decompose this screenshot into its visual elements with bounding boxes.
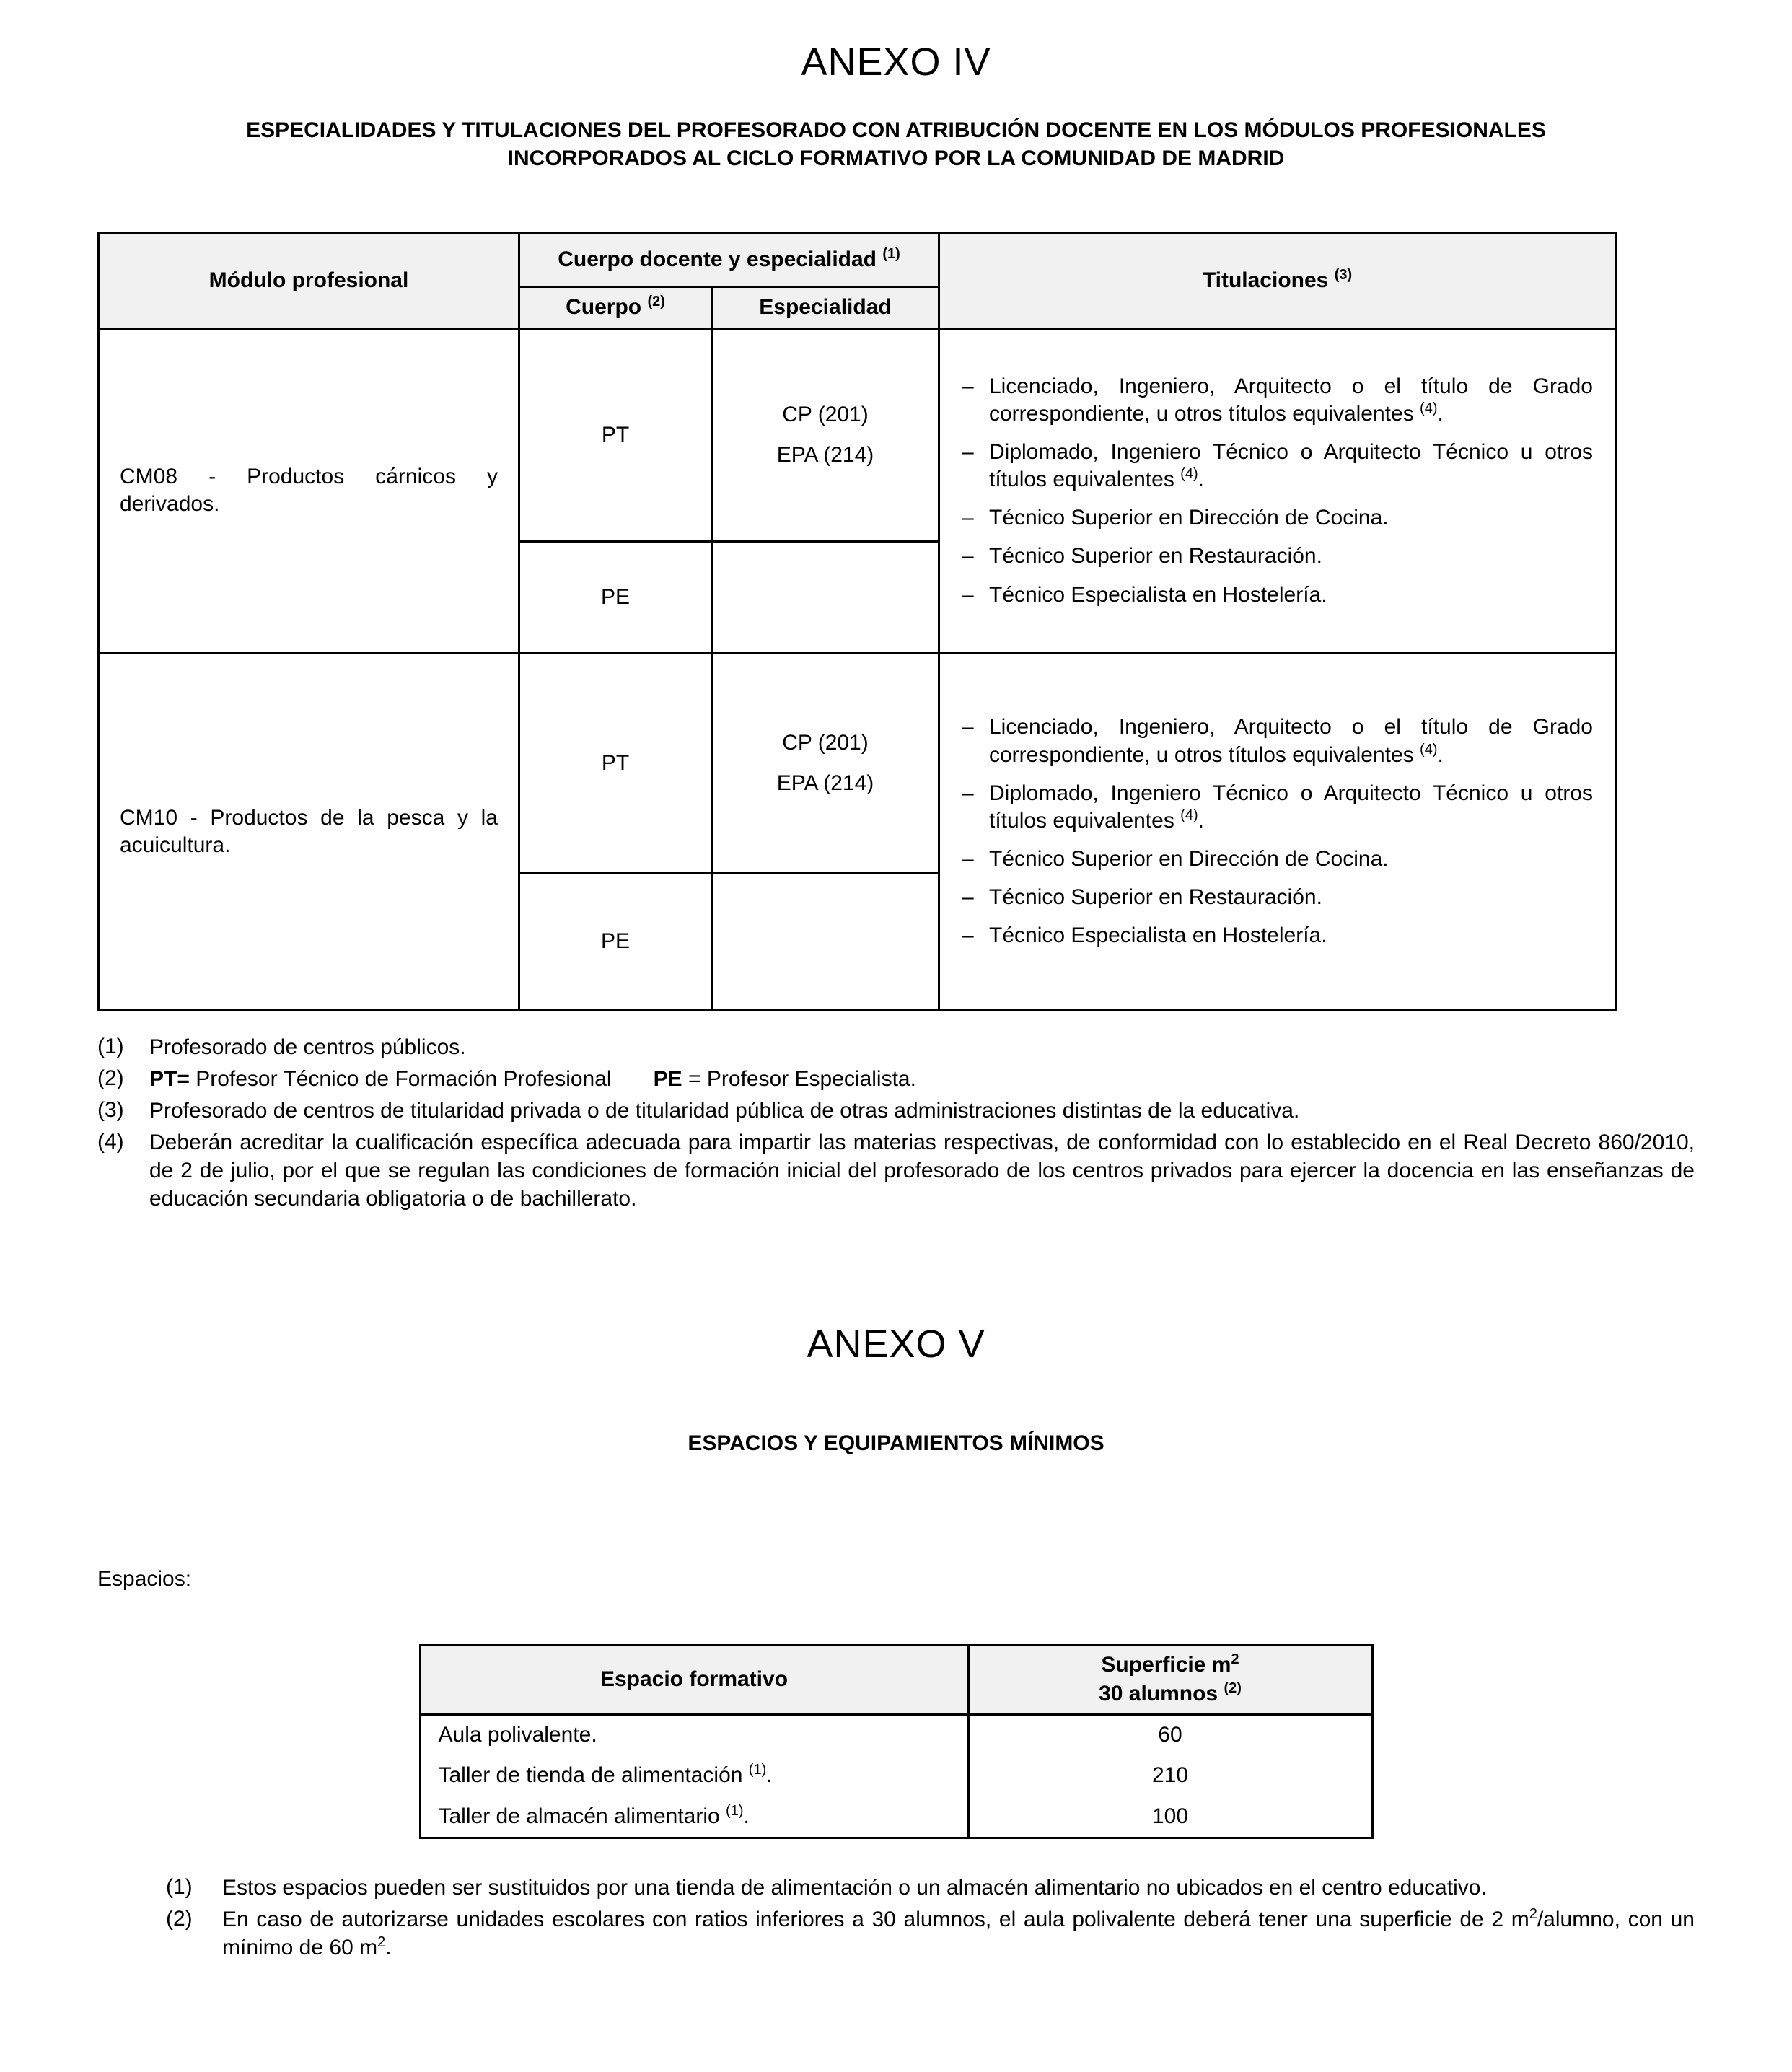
dash-bullet: – <box>962 715 974 739</box>
footnote-number: (1) <box>166 1874 193 1899</box>
superficie-cell: 60 <box>968 1714 1372 1755</box>
dash-bullet: – <box>962 582 974 607</box>
titulacion-item <box>962 373 1593 428</box>
header-row-1 <box>99 233 1616 286</box>
anexo-iv-subtitle-line2: INCORPORADOS AL CICLO FORMATIVO POR LA COMUNIDAD DE MADRID <box>507 146 1285 171</box>
espacios-row-almacen <box>420 1796 1372 1838</box>
titulaciones-cell-cm10 <box>939 653 1616 1010</box>
col-header-cuerpo-text: Cuerpo <box>566 295 642 320</box>
titulacion-text: Técnico Superior en Restauración. <box>989 884 1322 909</box>
especialidad-cp: CP (201) <box>782 403 869 427</box>
footnote-ref-4: (4) <box>1420 400 1438 417</box>
anexo-v-subtitle: ESPACIOS Y EQUIPAMIENTOS MÍNIMOS <box>688 1431 1104 1456</box>
superscript-2: 2 <box>1231 1651 1239 1667</box>
pe-abbrev: PE <box>653 1066 682 1091</box>
especialidad-cell-cm08-pt <box>712 328 939 541</box>
superficie-line2: 30 alumnos $^{(2)}$ <box>1099 1680 1242 1706</box>
col-header-titulaciones-text: Titulaciones <box>1202 268 1329 293</box>
anexo-v-footnotes <box>97 1874 1695 1962</box>
espacios-header-row <box>420 1645 1372 1714</box>
footnote-ref-1: (1) <box>882 246 900 263</box>
anexo-iv-subtitle <box>97 116 1695 173</box>
espacios-label: Espacios: <box>97 1567 192 1592</box>
footnote-ref-3: (3) <box>1334 267 1353 284</box>
cuerpo-cell-cm08-pt: PT <box>519 328 712 541</box>
anexo-iv-footnotes <box>97 1033 1695 1213</box>
superscript-2: 2 <box>377 1933 386 1950</box>
cuerpo-cell-cm08-pe: PE <box>519 541 712 653</box>
footnote-1 <box>166 1874 1695 1902</box>
titulacion-item <box>962 780 1593 835</box>
titulaciones-cell-cm08 <box>939 328 1616 653</box>
dash-bullet: – <box>962 440 974 465</box>
col-header-especialidad: Especialidad <box>712 286 939 328</box>
cuerpo-cell-cm10-pe: PE <box>519 873 712 1010</box>
footnote-4 <box>97 1128 1695 1213</box>
footnote-ref-2: (2) <box>647 294 665 310</box>
especialidad-epa: EPA (214) <box>776 442 874 467</box>
dash-bullet: – <box>962 374 974 398</box>
col-header-titulaciones <box>939 233 1616 328</box>
col-header-superficie <box>968 1645 1372 1714</box>
titulacion-item <box>962 581 1593 609</box>
titulacion-text: Técnico Superior en Restauración. <box>989 544 1322 569</box>
espacio-cell: Aula polivalente. <box>420 1714 968 1755</box>
titulacion-item <box>962 846 1593 873</box>
especialidad-cp: CP (201) <box>782 731 869 755</box>
footnote-number: (3) <box>97 1097 124 1122</box>
especialidad-cell-cm10-pt <box>712 653 939 873</box>
espacios-row-aula <box>420 1714 1372 1755</box>
dash-bullet: – <box>962 544 974 569</box>
table-row-cm08-pt <box>99 328 1616 541</box>
superficie-cell: 100 <box>968 1796 1372 1838</box>
dash-bullet: – <box>962 846 974 871</box>
cuerpo-cell-cm10-pt: PT <box>519 653 712 873</box>
espacios-table <box>419 1644 1374 1839</box>
col-header-cuerpo-docente-text: Cuerpo docente y especialidad <box>558 247 877 272</box>
dash-bullet: – <box>962 781 974 805</box>
superficie-line1: Superficie $m^2$ <box>1101 1651 1239 1677</box>
footnote-ref-4: (4) <box>1180 466 1198 483</box>
footnote-3 <box>97 1097 1695 1125</box>
espacio-cell: Taller de almacén alimentario $^{(1)}$. <box>420 1796 968 1838</box>
superficie-cell: 210 <box>968 1755 1372 1796</box>
espacios-row-tienda <box>420 1755 1372 1796</box>
footnote-text: Deberán acreditar la cualificación específica adecuada para impartir las materias respectivas, de conformidad con lo establecido en el Real Decreto 860/2010, de 2 de julio, por el que se regulan las condiciones de formación inicial del profesorado de los centros privados para ejercer la docencia en las enseñanzas de educación secundaria obligatoria o de bachillerato. <box>149 1130 1695 1211</box>
anexo-iv-subtitle-line1: ESPECIALIDADES Y TITULACIONES DEL PROFESORADO CON ATRIBUCIÓN DOCENTE EN LOS MÓDULOS PROFESIONALES <box>246 118 1546 142</box>
footnote-2 <box>97 1065 1695 1093</box>
footnote-text: En caso de autorizarse unidades escolares con ratios inferiores a 30 alumnos, el aula polivalente deberá tener una superficie de 2 $m^2$/alumno, con un mínimo de 60 $m^2$. <box>222 1905 1695 1959</box>
anexo-iv-title: ANEXO IV <box>801 40 991 84</box>
titulacion-item <box>962 543 1593 570</box>
col-header-espacio-formativo: Espacio formativo <box>420 1645 968 1714</box>
footnote-ref-1: (1) <box>726 1802 744 1819</box>
titulacion-text: Diplomado, Ingeniero Técnico o Arquitecto Técnico u otros títulos equivalentes $^{(4)}$. <box>989 781 1593 833</box>
titulacion-text: Técnico Especialista en Hostelería. <box>989 582 1327 607</box>
col-header-cuerpo-docente <box>519 233 939 286</box>
footnote-number: (4) <box>97 1129 124 1154</box>
footnote-ref-2: (2) <box>1224 1680 1242 1697</box>
titulacion-item <box>962 504 1593 532</box>
superscript-2: 2 <box>1529 1905 1537 1922</box>
especialidad-cell-cm10-pe <box>712 873 939 1010</box>
footnote-ref-4: (4) <box>1420 741 1438 758</box>
especialidad-epa: EPA (214) <box>776 771 874 795</box>
titulacion-item <box>962 439 1593 493</box>
titulacion-text: Licenciado, Ingeniero, Arquitecto o el título de Grado correspondiente, u otros títulos equivalentes $^{(4)}$. <box>989 715 1593 767</box>
footnote-text: Profesorado de centros públicos. <box>149 1035 466 1059</box>
titulacion-text: Técnico Especialista en Hostelería. <box>989 923 1327 947</box>
titulacion-text: Técnico Superior en Dirección de Cocina. <box>989 506 1389 530</box>
table-row-cm10-pt <box>99 653 1616 873</box>
footnote-1 <box>97 1033 1695 1061</box>
titulacion-text: Diplomado, Ingeniero Técnico o Arquitecto Técnico u otros títulos equivalentes $^{(4)}$. <box>989 440 1593 492</box>
titulacion-item <box>962 714 1593 768</box>
espacio-cell: Taller de tienda de alimentación $^{(1)}$. <box>420 1755 968 1796</box>
anexo-v-title: ANEXO V <box>807 1322 985 1366</box>
titulacion-text: Técnico Superior en Dirección de Cocina. <box>989 846 1389 871</box>
especialidad-cell-cm08-pe <box>712 541 939 653</box>
pt-abbrev: PT= <box>149 1066 190 1091</box>
col-header-modulo-profesional: Módulo profesional <box>99 233 519 328</box>
footnote-2 <box>166 1905 1695 1962</box>
footnote-ref-4: (4) <box>1180 807 1198 823</box>
dash-bullet: – <box>962 506 974 530</box>
footnote-number: (1) <box>97 1034 124 1058</box>
modulo-cell-cm08: CM08 - Productos cárnicos y derivados. <box>99 328 519 653</box>
footnote-number: (2) <box>166 1906 193 1931</box>
footnote-text: Estos espacios pueden ser sustituidos por una tienda de alimentación o un almacén alimentario no ubicados en el centro educativo. <box>222 1875 1487 1900</box>
titulacion-item <box>962 922 1593 949</box>
footnote-text: PT= Profesor Técnico de Formación Profesional PE = Profesor Especialista. <box>149 1066 916 1091</box>
modulo-cell-cm10: CM10 - Productos de la pesca y la acuicultura. <box>99 653 519 1010</box>
footnote-ref-1: (1) <box>748 1762 767 1778</box>
col-header-cuerpo <box>519 286 712 328</box>
titulacion-item <box>962 884 1593 911</box>
footnote-number: (2) <box>97 1066 124 1090</box>
dash-bullet: – <box>962 923 974 947</box>
titulacion-text: Licenciado, Ingeniero, Arquitecto o el título de Grado correspondiente, u otros títulos equivalentes $^{(4)}$. <box>989 374 1593 426</box>
footnote-text: Profesorado de centros de titularidad privada o de titularidad pública de otras administraciones distintas de la educativa. <box>149 1098 1300 1123</box>
dash-bullet: – <box>962 884 974 909</box>
profesorado-titulaciones-table <box>97 232 1617 1011</box>
